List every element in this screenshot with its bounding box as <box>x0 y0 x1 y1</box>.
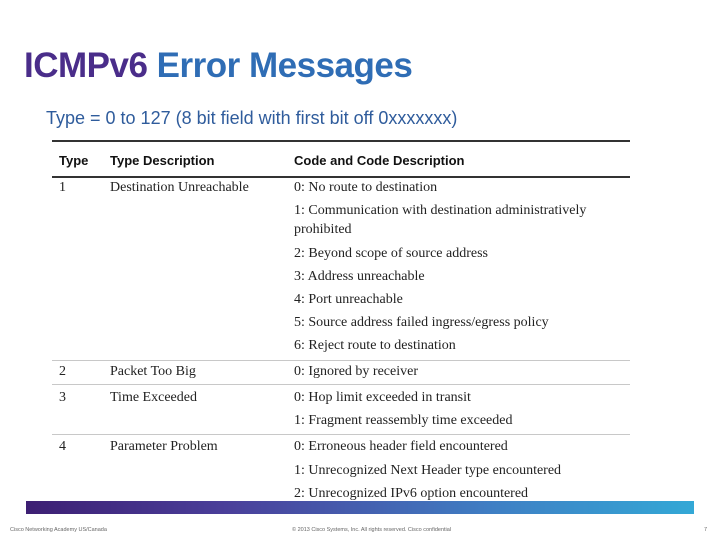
row-divider <box>52 360 630 361</box>
row-1-code: 5: Source address failed ingress/egress policy <box>294 315 549 330</box>
footer-left-text: Cisco Networking Academy US/Canada <box>10 527 107 533</box>
row-4-description: Parameter Problem <box>110 439 218 454</box>
row-1-type: 1 <box>59 180 66 195</box>
row-1-code: 0: No route to destination <box>294 180 438 195</box>
row-1-description: Destination Unreachable <box>110 180 249 195</box>
row-4-code: 2: Unrecognized IPv6 option encountered <box>294 486 529 501</box>
row-4-type: 4 <box>59 439 66 454</box>
row-1-code: 6: Reject route to destination <box>294 338 456 353</box>
header-type: Type <box>59 153 89 168</box>
row-4-code: 1: Unrecognized Next Header type encountered <box>294 463 562 478</box>
row-3-code: 0: Hop limit exceeded in transit <box>294 390 471 405</box>
footer-gradient-bar <box>26 501 694 514</box>
title-icmpv6: ICMPv6 <box>24 46 148 85</box>
row-3-code: 1: Fragment reassembly time exceeded <box>294 413 513 428</box>
page-number: 7 <box>704 527 708 533</box>
row-3-type: 3 <box>59 390 66 405</box>
table-top-rule <box>52 140 630 142</box>
row-1-code: 4: Port unreachable <box>294 292 403 307</box>
title-error-messages: Error Messages <box>156 46 413 85</box>
row-1-code: 3: Address unreachable <box>294 269 425 284</box>
row-2-type: 2 <box>59 364 66 379</box>
row-4-code: 0: Erroneous header field encountered <box>294 439 508 454</box>
table-header-rule <box>52 176 630 178</box>
row-1-code: 2: Beyond scope of source address <box>294 246 489 261</box>
header-code-description: Code and Code Description <box>294 153 465 168</box>
row-3-description: Time Exceeded <box>110 390 197 405</box>
row-1-code: 1: Communication with destination administratively <box>294 203 587 218</box>
row-2-code: 0: Ignored by receiver <box>294 364 418 379</box>
footer-copyright: © 2013 Cisco Systems, Inc. All rights reserved. Cisco confidential <box>292 527 452 533</box>
row-divider <box>52 384 630 385</box>
slide-title <box>24 46 412 86</box>
row-divider <box>52 434 630 435</box>
subtitle: Type = 0 to 127 (8 bit field with first bit off 0xxxxxxx) <box>46 108 458 128</box>
header-type-description: Type Description <box>110 153 215 168</box>
row-1-code: prohibited <box>294 222 352 237</box>
row-2-description: Packet Too Big <box>110 364 196 379</box>
